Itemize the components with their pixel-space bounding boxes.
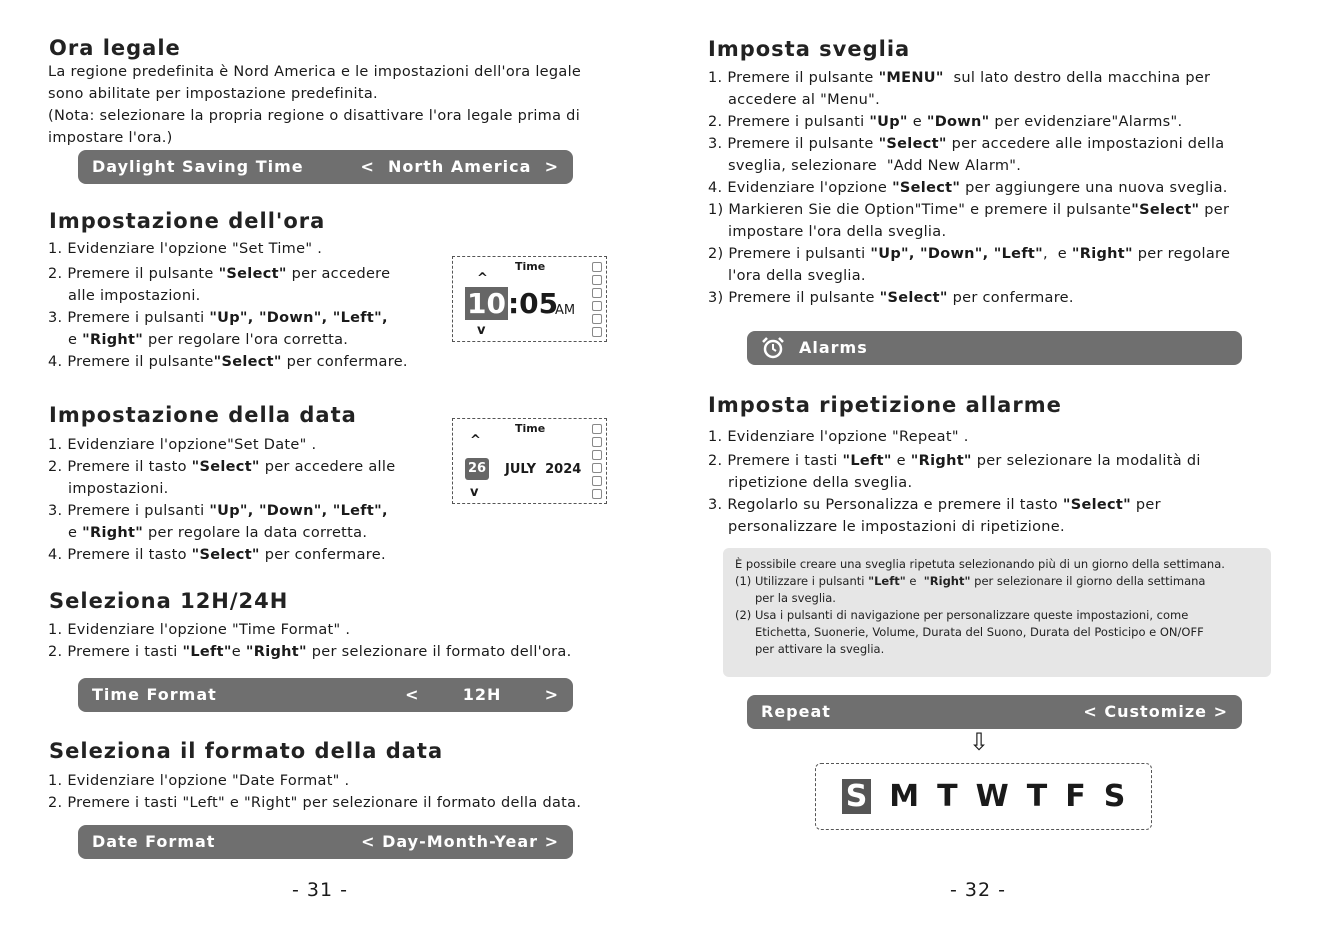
time-format-bar bbox=[78, 678, 573, 712]
day-friday: F bbox=[1065, 779, 1086, 814]
substep bbox=[708, 199, 1230, 221]
step: 1. Evidenziare l'opzione "Repeat" . bbox=[708, 429, 969, 445]
bar-left-arrow: < bbox=[405, 685, 420, 704]
formato-data-steps bbox=[48, 770, 581, 814]
time-lcd-display bbox=[452, 256, 607, 342]
step-cont: personalizzare le impostazioni di ripetizione. bbox=[728, 519, 1065, 535]
text-bold: "Down" bbox=[926, 114, 990, 130]
bar-value: < North America > bbox=[360, 157, 559, 176]
text: per accedere alle bbox=[259, 459, 396, 475]
day-saturday: S bbox=[1103, 779, 1126, 814]
text-bold: "Left" bbox=[182, 644, 232, 660]
text-bold: "Select" bbox=[213, 354, 282, 370]
note-line: È possibile creare una sveglia ripetuta selezionando più di un giorno della settimana. bbox=[735, 557, 1225, 571]
text-bold: "Up" bbox=[869, 114, 908, 130]
text-line: impostare l'ora.) bbox=[48, 130, 173, 146]
text-bold: "Right" bbox=[245, 644, 307, 660]
text-bold: "Select" bbox=[879, 290, 948, 306]
substep-cont: l'ora della sveglia. bbox=[728, 268, 866, 284]
step: 1. Evidenziare l'opzione "Set Time" . bbox=[48, 241, 323, 257]
text: per confermare. bbox=[259, 547, 386, 563]
status-icons bbox=[592, 421, 604, 502]
step: 1. Evidenziare l'opzione "Time Format" . bbox=[48, 622, 351, 638]
chevron-up-icon: ^ bbox=[477, 271, 488, 286]
chevron-down-icon: v bbox=[470, 485, 479, 500]
text-bold: "Select" bbox=[892, 180, 961, 196]
text-bold: "Select" bbox=[191, 547, 260, 563]
text-bold: "Right" bbox=[923, 574, 971, 588]
step: 1. Evidenziare l'opzione "Date Format" . bbox=[48, 773, 350, 789]
text: per aggiungere una nuova sveglia. bbox=[960, 180, 1228, 196]
text: 2. Premere i tasti bbox=[48, 644, 183, 660]
date-lcd-display bbox=[452, 418, 607, 504]
step-cont: alle impostazioni. bbox=[68, 288, 201, 304]
heading-impostazione-ora: Impostazione dell'ora bbox=[49, 209, 326, 233]
chevron-down-icon: v bbox=[477, 323, 486, 338]
ripetizione-steps bbox=[708, 426, 1201, 538]
text-bold: "Select" bbox=[191, 459, 260, 475]
repeat-bar bbox=[747, 695, 1242, 729]
text: e bbox=[68, 525, 83, 541]
step-cont: ripetizione della sveglia. bbox=[728, 475, 913, 491]
text: e bbox=[905, 574, 924, 588]
day-monday: M bbox=[889, 779, 920, 814]
heading-ripetizione: Imposta ripetizione allarme bbox=[708, 393, 1062, 417]
down-arrow-icon: ⇩ bbox=[969, 728, 990, 756]
text: 4. Premere il pulsante bbox=[48, 354, 214, 370]
text: per bbox=[1199, 202, 1230, 218]
text-line: (Nota: selezionare la propria regione o disattivare l'ora legale prima di bbox=[48, 108, 581, 124]
step bbox=[708, 133, 1230, 155]
text-bold: "Left" bbox=[842, 453, 892, 469]
text: per accedere bbox=[286, 266, 391, 282]
text: 3. Premere i pulsanti bbox=[48, 310, 210, 326]
text-bold: "Select" bbox=[1131, 202, 1200, 218]
text: 2. Premere i tasti bbox=[708, 453, 843, 469]
step bbox=[708, 494, 1201, 516]
page-number: - 31 - bbox=[292, 879, 348, 901]
chevron-up-icon: ^ bbox=[470, 433, 481, 448]
step bbox=[48, 456, 395, 478]
text-bold: "Select" bbox=[218, 266, 287, 282]
text-bold: "Left" bbox=[868, 574, 906, 588]
step bbox=[708, 177, 1230, 199]
bar-value: < Customize > bbox=[1083, 702, 1228, 721]
text: per confermare. bbox=[947, 290, 1074, 306]
text: per selezionare la modalità di bbox=[971, 453, 1201, 469]
ampm: AM bbox=[555, 303, 576, 318]
substep-cont: impostare l'ora della sveglia. bbox=[728, 224, 947, 240]
hour-highlight: 10 bbox=[467, 287, 506, 320]
note-line: per attivare la sveglia. bbox=[755, 642, 885, 656]
step bbox=[48, 544, 395, 566]
step: 1. Evidenziare l'opzione"Set Date" . bbox=[48, 437, 317, 453]
bar-value: < Day-Month-Year > bbox=[361, 832, 559, 851]
text: 4. Evidenziare l'opzione bbox=[708, 180, 893, 196]
substep bbox=[708, 287, 1230, 309]
text: 3. Premere il pulsante bbox=[708, 136, 879, 152]
step-cont: impostazioni. bbox=[68, 481, 169, 497]
info-note bbox=[723, 548, 1271, 677]
bar-label: Time Format bbox=[92, 685, 217, 704]
text: per regolare la data corretta. bbox=[143, 525, 368, 541]
text: per selezionare il giorno della settimana bbox=[970, 574, 1206, 588]
step-cont bbox=[48, 522, 395, 544]
text: 2. Premere i pulsanti bbox=[708, 114, 870, 130]
text-line: La regione predefinita è Nord America e le impostazioni dell'ora legale bbox=[48, 64, 582, 80]
step-cont: sveglia, selezionare "Add New Alarm". bbox=[728, 158, 1022, 174]
text: 3. Regolarlo su Personalizza e premere il tasto bbox=[708, 497, 1063, 513]
minutes: :05 bbox=[507, 287, 559, 320]
text: 1) Markieren Sie die Option"Time" e premere il pulsante bbox=[708, 202, 1132, 218]
heading-imposta-sveglia: Imposta sveglia bbox=[708, 37, 911, 61]
text: (1) Utilizzare i pulsanti bbox=[735, 574, 869, 588]
text-bold: "Right" bbox=[1071, 246, 1133, 262]
text: per regolare l'ora corretta. bbox=[143, 332, 349, 348]
imposta-sveglia-steps bbox=[708, 67, 1230, 309]
bar-value: 12H bbox=[462, 685, 502, 704]
step bbox=[48, 351, 408, 373]
text: per evidenziare"Alarms". bbox=[989, 114, 1183, 130]
text: e bbox=[68, 332, 83, 348]
heading-12h-24h: Seleziona 12H/24H bbox=[49, 589, 289, 613]
time-value bbox=[465, 287, 558, 320]
note-line: (2) Usa i pulsanti di navigazione per personalizzare queste impostazioni, come bbox=[735, 608, 1189, 622]
step bbox=[48, 641, 571, 663]
step bbox=[708, 450, 1201, 472]
text-bold: "Up", "Down", "Left" bbox=[870, 246, 1044, 262]
text-bold: "Up", "Down", "Left", bbox=[209, 503, 388, 519]
ora-legale-text bbox=[48, 61, 581, 149]
alarm-clock-icon bbox=[761, 331, 785, 365]
day-tuesday: T bbox=[937, 779, 958, 814]
text: per selezionare il formato dell'ora. bbox=[306, 644, 572, 660]
text: 1. Premere il pulsante bbox=[708, 70, 879, 86]
heading-impostazione-data: Impostazione della data bbox=[49, 403, 357, 427]
text: 2. Premere il tasto bbox=[48, 459, 192, 475]
text-bold: "Up", "Down", "Left", bbox=[209, 310, 388, 326]
daylight-saving-bar bbox=[78, 150, 573, 184]
impostazione-data-steps bbox=[48, 434, 395, 566]
day-thursday: T bbox=[1026, 779, 1048, 814]
text: sul lato destro della macchina per bbox=[943, 70, 1211, 86]
text: per accedere alle impostazioni della bbox=[946, 136, 1225, 152]
text: 3. Premere i pulsanti bbox=[48, 503, 210, 519]
step-cont: accedere al "Menu". bbox=[728, 92, 881, 108]
text: 4. Premere il tasto bbox=[48, 547, 192, 563]
bar-label: Daylight Saving Time bbox=[92, 157, 304, 176]
alarms-bar bbox=[747, 331, 1242, 365]
text: 3) Premere il pulsante bbox=[708, 290, 880, 306]
text-bold: "Select" bbox=[1062, 497, 1131, 513]
note-line: per la sveglia. bbox=[755, 591, 836, 605]
text: e bbox=[907, 114, 927, 130]
note-line: Etichetta, Suonerie, Volume, Durata del Suono, Durata del Posticipo e ON/OFF bbox=[755, 625, 1204, 639]
text: per regolare bbox=[1132, 246, 1231, 262]
text-bold: "Right" bbox=[910, 453, 972, 469]
lcd-label: Time bbox=[515, 422, 546, 435]
step bbox=[708, 67, 1230, 89]
lcd-label: Time bbox=[515, 260, 546, 273]
day-sunday: S bbox=[842, 779, 872, 814]
step: 2. Premere i tasti "Left" e "Right" per selezionare il formato della data. bbox=[48, 795, 582, 811]
step bbox=[48, 307, 408, 329]
text: per bbox=[1130, 497, 1161, 513]
text: 2. Premere il pulsante bbox=[48, 266, 219, 282]
text: , e bbox=[1043, 246, 1072, 262]
text-bold: "Right" bbox=[82, 332, 144, 348]
text-bold: "Right" bbox=[82, 525, 144, 541]
bar-label: Alarms bbox=[799, 338, 868, 357]
impostazione-ora-steps bbox=[48, 238, 408, 373]
12h-24h-steps bbox=[48, 619, 571, 663]
text: per confermare. bbox=[281, 354, 408, 370]
text: 2) Premere i pulsanti bbox=[708, 246, 871, 262]
heading-ora-legale: Ora legale bbox=[49, 36, 181, 60]
weekday-selector bbox=[815, 763, 1152, 830]
text-bold: "MENU" bbox=[878, 70, 944, 86]
substep bbox=[708, 243, 1230, 265]
text-line: sono abilitate per impostazione predefinita. bbox=[48, 86, 378, 102]
step bbox=[48, 263, 408, 285]
heading-formato-data: Seleziona il formato della data bbox=[49, 739, 444, 763]
bar-right-arrow: > bbox=[544, 685, 559, 704]
step-cont bbox=[48, 329, 408, 351]
step bbox=[708, 111, 1230, 133]
text: e bbox=[891, 453, 911, 469]
step bbox=[48, 500, 395, 522]
month-year: JULY 2024 bbox=[505, 462, 582, 477]
page-number: - 32 - bbox=[950, 879, 1006, 901]
note-line bbox=[735, 573, 1259, 590]
day-highlight: 26 bbox=[465, 458, 489, 480]
date-format-bar bbox=[78, 825, 573, 859]
status-icons bbox=[592, 259, 604, 340]
bar-label: Repeat bbox=[761, 702, 831, 721]
text: e bbox=[231, 644, 246, 660]
day-wednesday: W bbox=[975, 779, 1009, 814]
bar-label: Date Format bbox=[92, 832, 216, 851]
text-bold: "Select" bbox=[878, 136, 947, 152]
